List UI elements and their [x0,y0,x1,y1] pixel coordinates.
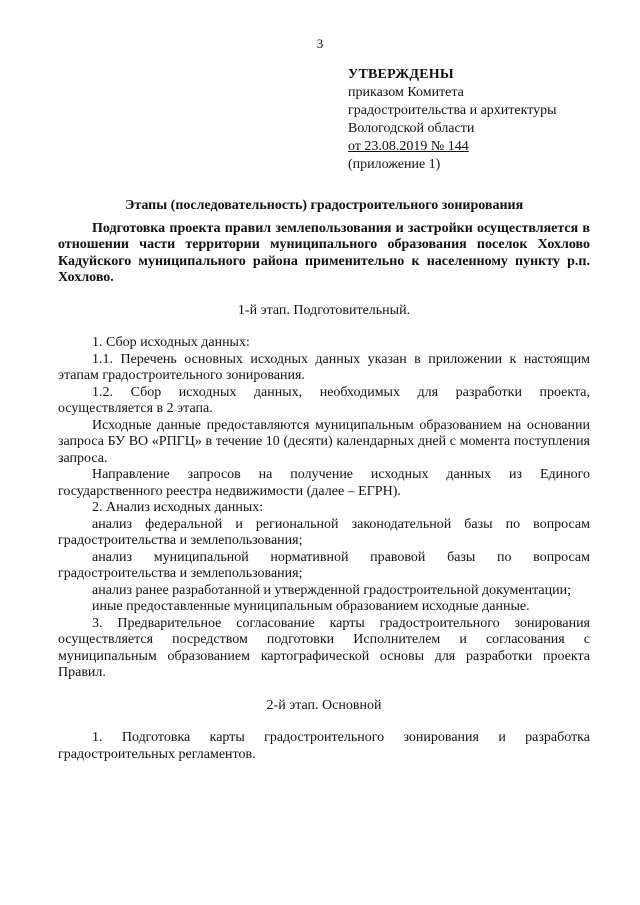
approval-line: (приложение 1) [348,157,441,172]
paragraph: 2. Анализ исходных данных: [92,500,264,515]
paragraph: 1. Подготовка карты градостроительного зонирования и разработка градостроительных регламентов. [58,730,590,762]
approval-title: УТВЕРЖДЕНЫ [348,67,454,82]
paragraph: анализ муниципальной нормативной правовой базы по вопросам градостроительства и землепользования; [58,549,590,581]
intro-paragraph: Подготовка проекта правил землепользования и застройки осуществляется в отношении части территории муниципального образования поселок Хохлово Кадуйского муниципального района применительно к населенному пункту р.п. Хохлово. [58,220,590,285]
paragraph: анализ федеральной и региональной законодательной базы по вопросам градостроительства и землепользования; [58,516,590,548]
approval-line: градостроительства и архитектуры [348,103,557,118]
approval-date-number: от 23.08.2019 № 144 [348,139,469,154]
paragraph: 3. Предварительное согласование карты градостроительного зонирования осуществляется посредством подготовки Исполнителем и согласования с муниципальным образованием картографической основы для разработки проекта Правил. [58,615,590,680]
paragraph: иные предоставленные муниципальным образованием исходные данные. [92,599,530,614]
document-title: Этапы (последовательность) градостроительного зонирования [124,198,524,213]
document-body [58,198,590,763]
paragraph: 1.1. Перечень основных исходных данных указан в приложении к настоящим этапам градостроительного зонирования. [58,351,590,383]
paragraph: анализ ранее разработанной и утвержденной градостроительной документации; [92,582,571,598]
stage2-title: 2-й этап. Основной [266,697,382,713]
stage1-title: 1-й этап. Подготовительный. [237,302,411,318]
approval-block [348,66,557,174]
paragraph: Исходные данные предоставляются муниципальным образованием на основании запроса БУ ВО «РПГЦ» в течение 10 (десяти) календарных дней с момента поступления запроса. [58,417,590,466]
paragraph: 1. Сбор исходных данных: [92,335,250,350]
approval-line: приказом Комитета [348,85,464,100]
approval-line: Вологодской области [348,121,475,136]
page-number: 3 [316,36,324,51]
paragraph: Направление запросов на получение исходных данных из Единого государственного реестра недвижимости (далее – ЕГРН). [58,467,590,499]
paragraph: 1.2. Сбор исходных данных, необходимых для разработки проекта, осуществляется в 2 этапа. [58,384,590,416]
